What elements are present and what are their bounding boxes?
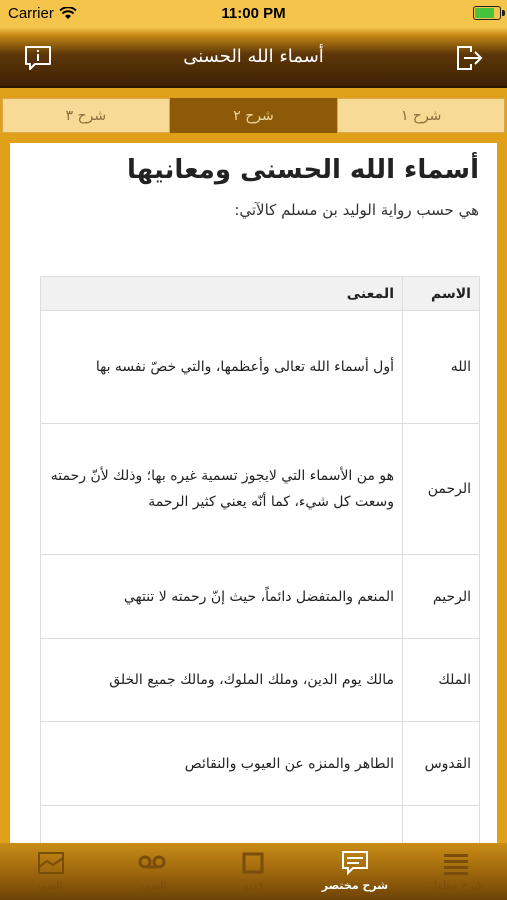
image-icon [36,850,66,876]
table-row [41,311,480,424]
status-bar [0,0,507,28]
navigation-bar [0,28,507,88]
names-table [40,276,480,843]
content-title: أسماء الله الحسنى ومعانيها [127,155,479,185]
tabbar-label: فديو [243,879,264,892]
battery-indicator [473,6,501,20]
speech-bubble-icon [340,850,370,876]
tabbar-label: بالصور [35,879,66,892]
meaning-cell [41,806,403,844]
page-title: أسماء الله الحسنى [183,46,324,67]
tab-explanation-3[interactable]: شرح ٣ [2,98,170,133]
table-row [41,722,480,806]
table-row [41,639,480,722]
clock: 11:00 PM [221,5,286,22]
tabbar-item-video[interactable] [203,843,304,900]
exit-icon [453,42,485,74]
exit-button[interactable] [453,42,485,74]
table-header-row [41,277,480,311]
name-cell [403,806,480,844]
name-cell: الملك [403,639,480,722]
content-subtitle: هي حسب رواية الوليد بن مسلم كالآتي: [234,201,479,219]
voicemail-icon [137,850,167,876]
meaning-cell: أول أسماء الله تعالى وأعظمها، والتي خصّ نفسه بها [41,311,403,424]
meaning-cell: هو من الأسماء التي لايجوز تسمية غيره بها؛ وذلك لأنّ رحمته وسعت كل شيء، كما أنّه يعني كثير الرحمة [41,424,403,555]
content-card[interactable] [10,143,497,843]
name-cell: الرحيم [403,555,480,639]
video-icon [238,850,268,876]
carrier-label: Carrier [8,5,54,22]
tab-explanation-1[interactable]: شرح ١ [337,98,505,133]
table-row [41,555,480,639]
name-cell: الرحمن [403,424,480,555]
tabbar-item-short-explanation[interactable] [304,843,405,900]
name-cell: الله [403,311,480,424]
table-row [41,424,480,555]
battery-icon [473,6,501,20]
tabbar-item-audio[interactable] [101,843,202,900]
name-cell: القدوس [403,722,480,806]
meaning-cell: المنعم والمتفضل دائماً، حيث إنّ رحمته لا تنتهي [41,555,403,639]
tabbar-label: شرح مطول [429,879,484,892]
table-row [41,806,480,844]
tabbar-item-long-explanation[interactable] [406,843,507,900]
list-icon [441,850,471,876]
tabbar-label: بالصوت [134,879,170,892]
meaning-cell: مالك يوم الدين، وملك الملوك، ومالك جميع الخلق [41,639,403,722]
bottom-tab-bar [0,843,507,900]
column-header-meaning: المعنى [41,277,403,311]
meaning-cell: الطاهر والمنزه عن العيوب والنقائص [41,722,403,806]
tab-explanation-2[interactable]: شرح ٢ [170,98,338,133]
explanation-tabs [2,98,505,133]
tabbar-label: شرح مختصر [321,879,389,892]
column-header-name: الاسم [403,277,480,311]
tabbar-item-images[interactable] [0,843,101,900]
